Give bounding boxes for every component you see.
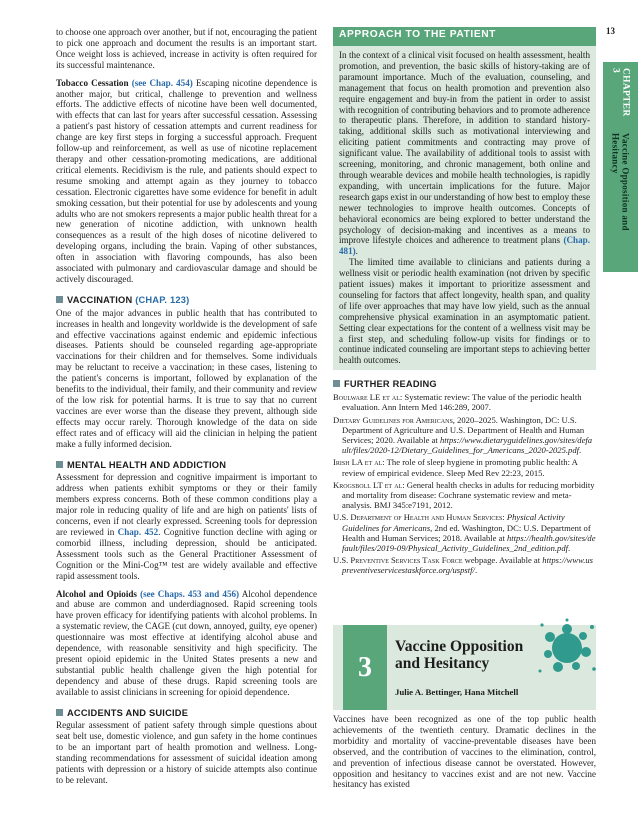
approach-paragraph-1: In the context of a clinical visit focused on health assessment, health promotion, and prevention, the basic skills of history-taking are of paramount importance. Much of the evaluation, counseling, and management that focus on health promotion and prevention also require engagement and buy-in from the patient in order to assist with recognition of contributing behaviors and to promote adherence to therapeutic plans. Therefore, in addition to standard history-taking, additional skills such as motivational interviewing and eliciting patient commitments and contracting may prove of significant value. The availability of additional tools to assist with screening, monitoring, and chronic management, both online and through wearable devices and mobile health technologies, is rapidly expanding, with uncertain implications for the future. Major research gaps exist in our understanding of how best to employ these newer technologies to improve health outcomes. Concepts of behavioral economics are being explored to better understand the psychology of decision-making and incentives as a means to improve lifestyle choices and adherence to treatment plans (Chap. 481). bbox=[339, 50, 590, 257]
mental-health-heading: MENTAL HEALTH AND ADDICTION bbox=[56, 460, 317, 471]
reference-url-link[interactable]: https://www.uspreventiveservicestaskforce.org/uspstf/ bbox=[342, 555, 593, 576]
left-column bbox=[56, 27, 317, 793]
approach-box-heading: APPROACH TO THE PATIENT bbox=[333, 27, 596, 46]
alcohol-text: Alcohol dependence and abuse are common and underdiagnosed. Rapid screening tools have proven efficacy for identifying patients with alcohol problems. In a systematic review, the CAGE (cut down, annoyed, guilty, eye opener) questionnaire was most effective at identifying alcohol abuse and dependence, with reasonable sensitivity and high specificity. The present opioid epidemic in the United States presents a new and substantial public health challenge given the high potential for dependency and abuse of these drugs. Rapid screening tools are available to assist clinicians in screening for opioid dependence. bbox=[56, 588, 317, 697]
reference-item: U.S. Preventive Services Task Force webpage. Available at https://www.uspreventiveservicestaskforce.org/uspstf/. bbox=[333, 555, 593, 576]
reference-list bbox=[333, 392, 596, 575]
chapter-banner bbox=[333, 625, 596, 710]
vaccination-text: One of the major advances in public health that has contributed to increases in health and longevity worldwide is the development of safe and effective vaccinations against endemic and epidemic infectious diseases. Patients should be counseled regarding age-appropriate vaccinations for their children and for themselves. Some individuals may be reluctant to receive a vaccination; in these cases, listening to the patient's concerns is important, followed by explanation of the benefits to the individual, their family, and their community and review of the low risk for potential harms. It is true to say that no current vaccines are ever worse than the disease they prevent, although side effects may occur rarely. Thorough knowledge of the data on side effect rates and of efficacy will aid the clinician in helping the patient make a fully informed decision. bbox=[56, 307, 317, 449]
reference-url-link[interactable]: https://www.dietaryguidelines.gov/sites/default/files/2020-12/Dietary_Guidelines_for_Americans_2020-2025.pdf bbox=[342, 435, 593, 456]
vaccination-heading: VACCINATION (CHAP. 123) bbox=[56, 295, 317, 306]
reference-author: Dietary Guidelines for Americans, bbox=[333, 414, 455, 425]
side-tab-chapter: CHAPTER 3 bbox=[610, 68, 631, 117]
reference-item: Irish LA et al: The role of sleep hygiene in promoting public health: A review of empirical evidence. Sleep Med Rev 22:23, 2015. bbox=[333, 457, 578, 478]
mental-health-xref-link[interactable]: Chap. 452 bbox=[117, 526, 159, 537]
reference-author: Krogsboll LT et al: bbox=[333, 479, 405, 490]
approach-paragraph-2: The limited time available to clinicians and patients during a wellness visit or periodic health examination (not driven by specific patient issues) makes it important to prioritize assessment and counseling for factors that affect longevity, health span, and quality of life over approaches that may have low yield, such as the annual comprehensive physical examination in an asymptomatic patient. Setting clear expectations for the content of a wellness visit may be a first step, and scheduling follow-up visits for findings or to continue indicated counseling are important steps to achieving better health outcomes. bbox=[339, 257, 590, 366]
side-tab-label bbox=[603, 62, 638, 272]
reference-author: Irish LA et al: bbox=[333, 457, 385, 468]
reference-author: Boulware LE et al: bbox=[333, 392, 403, 403]
square-bullet-icon bbox=[56, 709, 63, 716]
mental-health-paragraph bbox=[56, 472, 317, 581]
alcohol-paragraph bbox=[56, 589, 317, 698]
accidents-heading: ACCIDENTS AND SUICIDE bbox=[56, 708, 317, 719]
alcohol-xref-link[interactable]: (see Chaps. 453 and 456) bbox=[140, 588, 240, 599]
reference-url-link[interactable]: https://health.gov/sites/default/files/2019-09/Physical_Activity_Guidelines_2nd_edition.pdf bbox=[342, 532, 596, 554]
tobacco-text: Escaping nicotine dependence is another major, but critical, challenge to prevention and wellness efforts. The addictive effects of nicotine have been well documented, with effects that can last for years after successful cessation. Assessing a patient's past history of cessation attempts and current readiness for change are key first steps in forging a successful approach. Frequent follow-up and reinforcement, as well as use of nicotine replacement therapy and other cessation-promoting medications, are additional critical elements. Recidivism is the rule, and patients should expect to resume smoking and attempt again as they journey to tobacco cessation. Electronic cigarettes have some evidence for benefit in adult smoking cessation, but their potential for use by adolescents and young adults who are not smokers represents a major public health threat for a new generation of nicotine addiction, with unknown health consequences as a result of the high doses of nicotine delivered to developing organs, including the brain. Vaping of other substances, often in association with flavoring compounds, has also been associated with pulmonary and cardiovascular damage and should be actively discouraged. bbox=[56, 77, 318, 284]
page-number: 13 bbox=[606, 26, 615, 36]
side-tab-title: Vaccine Opposition and Hesitancy bbox=[610, 133, 631, 232]
mental-health-text-1: Assessment for depression and cognitive impairment is important to address when patients exhibit symptoms or they or their family members express concerns. Both of these common conditions play a major role in reducing quality of life and are high on patients' lists of concerns, even if not clearly expressed. Screening tools for depression are reviewed in bbox=[56, 472, 317, 537]
accidents-text: Regular assessment of patient safety through simple questions about seat belt use, domestic violence, and gun safety in the home continues to be an important part of health promotion and wellness. Long-standing recommendations for assessment of suicidal ideation among patients with depression or a history of suicide attempts also continue to be relevant. bbox=[56, 720, 317, 785]
tobacco-xref-link[interactable]: (see Chap. 454) bbox=[131, 77, 193, 88]
intro-paragraph: to choose one approach over another, but if not, encouraging the patient to pick one approach and document the results is an important start. Once weight loss is achieved, increase in activity is often required for its successful maintenance. bbox=[56, 27, 317, 70]
virus-splat-icon bbox=[536, 617, 598, 679]
square-bullet-icon bbox=[56, 296, 63, 303]
chapter-number: 3 bbox=[343, 625, 387, 710]
reference-item: U.S. Department of Health and Human Services: Physical Activity Guidelines for Americans, 2nd ed. Washington, DC: U.S. Department of Health and Human Services; 2018. Available at https://health.gov/sites/default/files/2019-09/Physical_Activity_Guidelines_2nd_edition.pdf. bbox=[333, 512, 596, 554]
approach-xref-link[interactable]: (Chap. 481) bbox=[339, 235, 590, 257]
mental-health-text-2: . Cognitive function decline with aging or comorbid illness, including depression, should be anticipated. Assessment tools such as the General Practitioner Assessment of Cognition or the Mini-Cog™ test are widely available and effective rapid assessment tools. bbox=[56, 526, 318, 581]
vaccination-xref-link[interactable]: (CHAP. 123) bbox=[135, 294, 190, 305]
reference-item: Dietary Guidelines for Americans, 2020–2025. Washington, DC: U.S. Department of Agriculture and U.S. Department of Health and Human Services; 2020. Available at https://www.dietaryguidelines.gov/sites/default/files/2020-12/Dietary_Guidelines_for_Americans_2020-2025.pdf. bbox=[333, 414, 593, 456]
reference-title: Physical Activity Guidelines for Americans bbox=[342, 512, 565, 533]
tobacco-paragraph bbox=[56, 78, 317, 285]
approach-box-body bbox=[333, 46, 596, 370]
alcohol-heading: Alcohol and Opioids bbox=[56, 588, 137, 599]
reference-item: Boulware LE et al: Systematic review: The value of the periodic health evaluation. Ann Intern Med 146:289, 2007. bbox=[333, 392, 582, 413]
chapter-title: Vaccine Opposition and Hesitancy bbox=[395, 638, 524, 672]
chapter-opening-text: Vaccines have been recognized as one of the top public health achievements of the twentieth century. Dramatic declines in the morbidity and mortality of vaccine-preventable diseases have been observed, and the contribution of vaccines to the elimination, control, and prevention of infectious disease cannot be overstated. However, opposition and hesitancy to vaccines exist and are not new. Vaccine hesitancy has existed bbox=[333, 714, 596, 790]
chapter-authors: Julie A. Bettinger, Hana Mitchell bbox=[395, 687, 519, 697]
chapter-opening bbox=[333, 714, 596, 790]
right-column bbox=[333, 27, 596, 578]
further-reading-heading: FURTHER READING bbox=[333, 379, 596, 390]
tobacco-heading: Tobacco Cessation bbox=[56, 77, 129, 88]
reference-item: Krogsboll LT et al: General health checks in adults for reducing morbidity and mortality from disease: Cochrane systematic review and meta-analysis. BMJ 345:e7191, 2012. bbox=[333, 479, 595, 511]
square-bullet-icon bbox=[56, 461, 63, 468]
square-bullet-icon bbox=[333, 380, 340, 387]
reference-author: U.S. Department of Health and Human Services: bbox=[333, 512, 505, 523]
reference-author: U.S. Preventive Services Task Force bbox=[333, 555, 463, 566]
approach-box bbox=[333, 27, 596, 370]
